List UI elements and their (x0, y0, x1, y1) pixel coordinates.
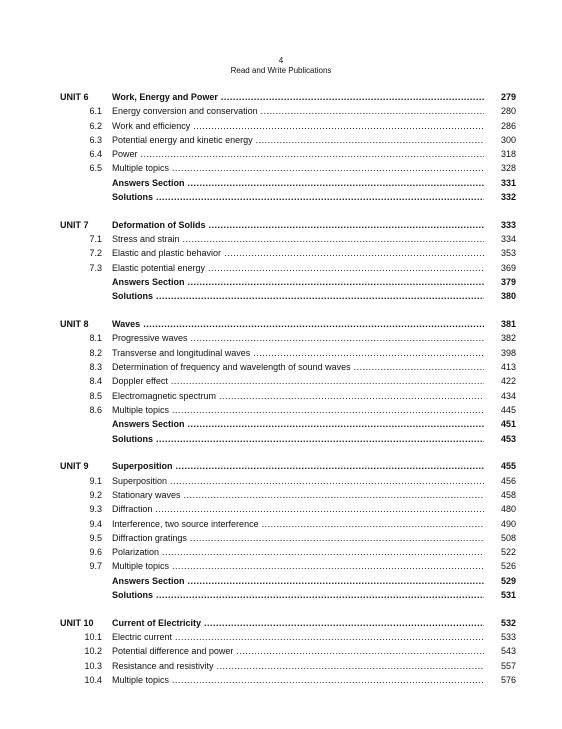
toc-entry-row (0, 389, 562, 403)
toc-unit (0, 317, 562, 446)
unit-label: UNIT 8 (60, 319, 89, 330)
toc-unit-heading (0, 459, 562, 473)
toc-section-row (0, 417, 562, 431)
entry-number: 9.1 (89, 475, 102, 486)
toc-entry-row (0, 474, 562, 488)
entry-page-number: 522 (500, 547, 516, 558)
entry-number: 7.1 (89, 234, 102, 245)
unit-page-number: 381 (500, 319, 516, 330)
toc-section-row (0, 574, 562, 588)
unit-page-number: 532 (500, 617, 516, 628)
entry-page-number: 458 (500, 489, 516, 500)
entry-page-number: 379 (500, 277, 516, 288)
entry-title: Interference, two source interference ..... (112, 517, 484, 531)
entry-title: Energy conversion and conservation ..... (112, 104, 484, 118)
entry-page-number: 533 (500, 632, 516, 643)
entry-title: Solutions ..... (112, 190, 484, 204)
entry-page-number: 353 (500, 248, 516, 259)
toc-entry-row (0, 147, 562, 161)
entry-page-number: 576 (500, 674, 516, 685)
entry-title: Electromagnetic spectrum ..... (112, 389, 484, 403)
toc-section-row (0, 588, 562, 602)
toc-entry-row (0, 630, 562, 644)
toc-entry-row (0, 531, 562, 545)
entry-number: 8.5 (89, 390, 102, 401)
toc-unit (0, 218, 562, 304)
entry-number: 7.3 (89, 262, 102, 273)
toc-unit (0, 616, 562, 687)
toc-entry-row (0, 161, 562, 175)
entry-number: 8.2 (89, 347, 102, 358)
entry-number: 10.3 (84, 660, 102, 671)
entry-title: Stationary waves ..... (112, 488, 484, 502)
entry-page-number: 332 (500, 192, 516, 203)
entry-title: Superposition ..... (112, 474, 484, 488)
entry-title: Answers Section ..... (112, 417, 484, 431)
entry-page-number: 328 (500, 163, 516, 174)
toc-entry-row (0, 659, 562, 673)
publisher-name: Read and Write Publications (230, 66, 332, 75)
toc-section-row (0, 176, 562, 190)
toc-unit-heading (0, 317, 562, 331)
entry-page-number: 557 (500, 660, 516, 671)
entry-page-number: 456 (500, 475, 516, 486)
table-of-contents (0, 90, 562, 701)
entry-number: 10.1 (84, 632, 102, 643)
toc-entry-row (0, 119, 562, 133)
toc-entry-row (0, 261, 562, 275)
unit-title: Superposition ..... (112, 459, 484, 473)
entry-number: 8.4 (89, 376, 102, 387)
toc-entry-row (0, 104, 562, 118)
entry-title: Multiple topics ..... (112, 673, 484, 687)
toc-entry-row (0, 644, 562, 658)
toc-entry-row (0, 374, 562, 388)
toc-entry-row (0, 502, 562, 516)
entry-number: 10.4 (84, 674, 102, 685)
entry-page-number: 529 (500, 575, 516, 586)
toc-unit (0, 459, 562, 602)
toc-section-row (0, 432, 562, 446)
entry-title: Diffraction gratings ..... (112, 531, 484, 545)
toc-section-row (0, 275, 562, 289)
toc-unit-heading (0, 90, 562, 104)
entry-page-number: 318 (500, 149, 516, 160)
entry-page-number: 434 (500, 390, 516, 401)
entry-title: Power ..... (112, 147, 484, 161)
entry-page-number: 531 (500, 590, 516, 600)
entry-page-number: 398 (500, 347, 516, 358)
entry-page-number: 331 (500, 177, 516, 188)
unit-label: UNIT 6 (60, 92, 89, 102)
page-number: 4 (278, 56, 284, 65)
unit-label: UNIT 9 (60, 461, 89, 472)
entry-title: Solutions ..... (112, 432, 484, 446)
toc-entry-row (0, 246, 562, 260)
entry-title: Multiple topics ..... (112, 403, 484, 417)
entry-title: Doppler effect ..... (112, 374, 484, 388)
unit-title: Current of Electricity ..... (112, 616, 484, 630)
entry-title: Diffraction ..... (112, 502, 484, 516)
entry-title: Progressive waves ..... (112, 331, 484, 345)
toc-entry-row (0, 331, 562, 345)
entry-page-number: 453 (500, 433, 516, 444)
entry-page-number: 445 (500, 404, 516, 415)
entry-number: 10.2 (84, 646, 102, 657)
entry-title: Multiple topics ..... (112, 559, 484, 573)
unit-page-number: 455 (500, 461, 516, 472)
entry-number: 9.3 (89, 504, 102, 515)
entry-number: 9.2 (89, 489, 102, 500)
entry-page-number: 543 (500, 646, 516, 657)
entry-number: 9.6 (89, 547, 102, 558)
entry-number: 9.4 (89, 518, 102, 529)
unit-title: Waves ..... (112, 317, 484, 331)
entry-page-number: 422 (500, 376, 516, 387)
toc-entry-row (0, 517, 562, 531)
entry-title: Stress and strain ..... (112, 232, 484, 246)
entry-page-number: 508 (500, 532, 516, 543)
entry-title: Determination of frequency and wavelength of sound waves ..... (112, 360, 484, 374)
toc-unit-heading (0, 616, 562, 630)
entry-number: 6.1 (89, 106, 102, 117)
entry-title: Work and efficiency ..... (112, 119, 484, 133)
entry-page-number: 490 (500, 518, 516, 529)
entry-number: 6.2 (89, 120, 102, 131)
entry-title: Potential difference and power ..... (112, 644, 484, 658)
entry-title: Elastic potential energy ..... (112, 261, 484, 275)
entry-page-number: 369 (500, 262, 516, 273)
entry-page-number: 280 (500, 106, 516, 117)
toc-entry-row (0, 403, 562, 417)
entry-title: Solutions ..... (112, 289, 484, 303)
toc-unit-heading (0, 218, 562, 232)
entry-number: 8.6 (89, 404, 102, 415)
toc-unit (0, 90, 562, 204)
unit-page-number: 279 (500, 92, 516, 102)
entry-page-number: 451 (500, 419, 516, 430)
toc-section-row (0, 190, 562, 204)
unit-label: UNIT 10 (60, 617, 94, 628)
entry-title: Potential energy and kinetic energy ..... (112, 133, 484, 147)
entry-number: 8.3 (89, 362, 102, 373)
entry-number: 6.3 (89, 134, 102, 145)
entry-title: Electric current ..... (112, 630, 484, 644)
entry-page-number: 286 (500, 120, 516, 131)
entry-page-number: 300 (500, 134, 516, 145)
toc-entry-row (0, 232, 562, 246)
toc-section-row (0, 289, 562, 303)
entry-page-number: 382 (500, 333, 516, 344)
toc-entry-row (0, 545, 562, 559)
toc-entry-row (0, 673, 562, 687)
entry-title: Answers Section ..... (112, 275, 484, 289)
toc-entry-row (0, 360, 562, 374)
entry-title: Resistance and resistivity ..... (112, 659, 484, 673)
entry-title: Transverse and longitudinal waves ..... (112, 346, 484, 360)
entry-number: 9.5 (89, 532, 102, 543)
toc-entry-row (0, 488, 562, 502)
entry-number: 6.4 (89, 149, 102, 160)
entry-number: 9.7 (89, 561, 102, 572)
entry-page-number: 413 (500, 362, 516, 373)
entry-title: Multiple topics ..... (112, 161, 484, 175)
entry-page-number: 334 (500, 234, 516, 245)
unit-page-number: 333 (500, 219, 516, 230)
unit-label: UNIT 7 (60, 219, 89, 230)
entry-title: Answers Section ..... (112, 176, 484, 190)
entry-title: Polarization ..... (112, 545, 484, 559)
entry-title: Answers Section ..... (112, 574, 484, 588)
toc-entry-row (0, 346, 562, 360)
unit-title: Work, Energy and Power ..... (112, 90, 484, 104)
entry-number: 7.2 (89, 248, 102, 259)
unit-title: Deformation of Solids ..... (112, 218, 484, 232)
entry-number: 8.1 (89, 333, 102, 344)
toc-entry-row (0, 133, 562, 147)
entry-title: Elastic and plastic behavior ..... (112, 246, 484, 260)
entry-page-number: 526 (500, 561, 516, 572)
page-header (0, 56, 562, 76)
entry-title: Solutions ..... (112, 588, 484, 602)
entry-page-number: 480 (500, 504, 516, 515)
entry-number: 6.5 (89, 163, 102, 174)
toc-entry-row (0, 559, 562, 573)
entry-page-number: 380 (500, 291, 516, 302)
